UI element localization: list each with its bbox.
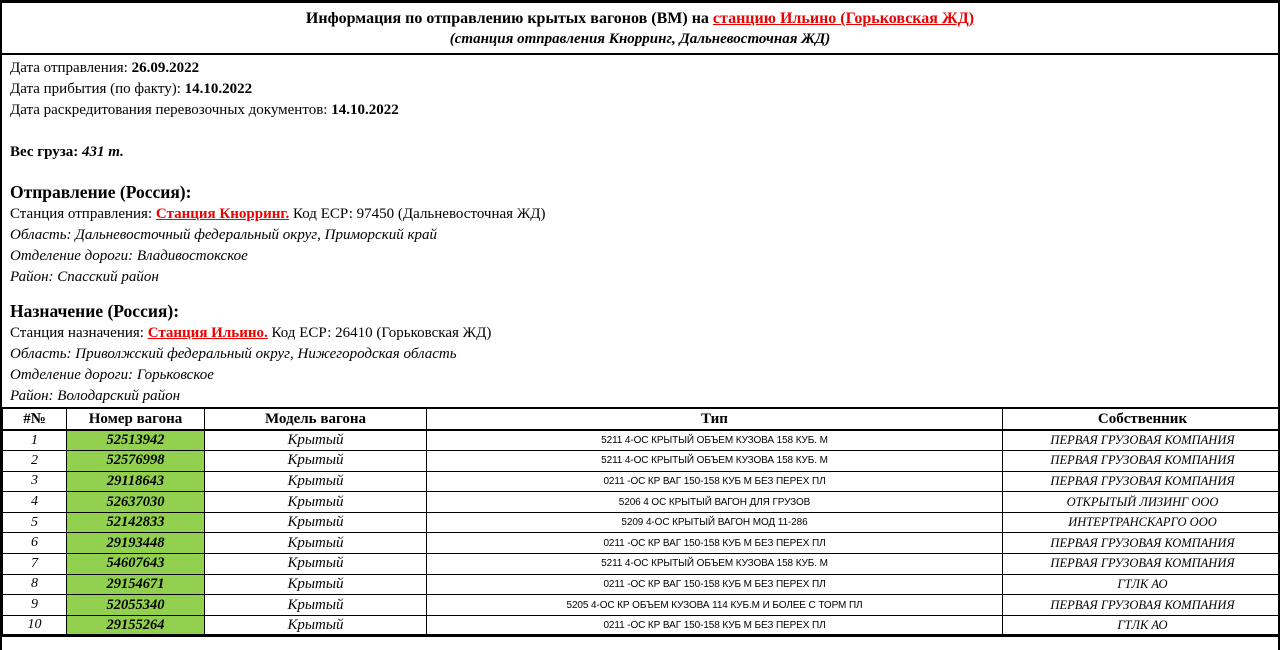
table-row [3,533,1280,554]
wagon-table-body [3,430,1280,636]
arrival-date-row [10,79,1270,100]
row-number-cell: 7 [3,554,67,575]
release-date-row [10,100,1270,121]
wagon-model-cell: Крытый [205,430,427,451]
wagon-number-cell: 29154671 [67,574,205,595]
table-row [3,512,1280,533]
destination-district: Район: Володарский район [10,388,181,404]
column-header-type: Тип [427,408,1003,430]
spacer [10,288,1270,300]
row-number-cell: 3 [3,471,67,492]
table-row [3,615,1280,636]
table-row [3,451,1280,472]
arrival-date-value: 14.10.2022 [184,81,253,97]
wagon-type-cell: 0211 -ОС КР ВАГ 150-158 КУБ М БЕЗ ПЕРЕХ ПЛ [427,615,1003,636]
row-number-cell: 2 [3,451,67,472]
arrival-date-label: Дата прибытия (по факту): [10,81,185,97]
cargo-weight-label: Вес груза: [10,144,82,160]
cargo-weight-value: 431 т. [81,144,124,160]
wagon-number-cell: 52142833 [67,512,205,533]
wagon-model-cell: Крытый [205,492,427,513]
release-date-label: Дата раскредитования перевозочных документов: [10,102,332,118]
wagon-type-cell: 5211 4-ОС КРЫТЫЙ ОБЪЕМ КУЗОВА 158 КУБ. М [427,451,1003,472]
departure-date-label: Дата отправления: [10,60,132,76]
destination-station-link[interactable]: Станция Ильино. [147,325,268,341]
wagon-model-cell: Крытый [205,451,427,472]
wagon-owner-cell: ИНТЕРТРАНСКАРГО ООО [1003,512,1280,533]
origin-station-code: Код ЕСР: 97450 (Дальневосточная ЖД) [289,206,546,222]
origin-station-label: Станция отправления: [10,206,156,222]
wagon-type-cell: 0211 -ОС КР ВАГ 150-158 КУБ М БЕЗ ПЕРЕХ ПЛ [427,574,1003,595]
wagon-number-cell: 54607643 [67,554,205,575]
wagon-model-cell: Крытый [205,595,427,616]
wagon-table [2,407,1280,637]
wagon-number-cell: 52637030 [67,492,205,513]
wagon-table-head [3,408,1280,430]
column-header-owner: Собственник [1003,408,1280,430]
release-date-value: 14.10.2022 [331,102,399,118]
wagon-number-cell: 29193448 [67,533,205,554]
destination-division: Отделение дороги: Горьковское [10,367,214,383]
table-row [3,471,1280,492]
wagon-owner-cell: ПЕРВАЯ ГРУЗОВАЯ КОМПАНИЯ [1003,554,1280,575]
column-header-wagon-model: Модель вагона [205,408,427,430]
wagon-model-cell: Крытый [205,615,427,636]
table-row [3,492,1280,513]
info-section [2,55,1278,407]
page-title [2,8,1278,29]
wagon-number-cell: 29155264 [67,615,205,636]
wagon-owner-cell: ОТКРЫТЫЙ ЛИЗИНГ ООО [1003,492,1280,513]
departure-date-row [10,58,1270,79]
table-row [3,554,1280,575]
wagon-type-cell: 5209 4-ОС КРЫТЫЙ ВАГОН МОД 11-286 [427,512,1003,533]
wagon-owner-cell: ПЕРВАЯ ГРУЗОВАЯ КОМПАНИЯ [1003,471,1280,492]
row-number-cell: 10 [3,615,67,636]
destination-region: Область: Приволжский федеральный округ, Нижегородская область [10,346,457,362]
wagon-model-cell: Крытый [205,512,427,533]
row-number-cell: 6 [3,533,67,554]
wagon-type-cell: 5211 4-ОС КРЫТЫЙ ОБЪЕМ КУЗОВА 158 КУБ. М [427,554,1003,575]
row-number-cell: 4 [3,492,67,513]
origin-district: Район: Спасский район [10,269,159,285]
header-row [3,408,1280,430]
wagon-model-cell: Крытый [205,554,427,575]
wagon-number-cell: 52576998 [67,451,205,472]
page-title-text: Информация по отправлению крытых вагонов (ВМ) на [305,10,713,27]
wagon-type-cell: 0211 -ОС КР ВАГ 150-158 КУБ М БЕЗ ПЕРЕХ ПЛ [427,533,1003,554]
wagon-model-cell: Крытый [205,471,427,492]
wagon-number-cell: 29118643 [67,471,205,492]
destination-station-row [10,323,1270,344]
wagon-type-cell: 5206 4 ОС КРЫТЫЙ ВАГОН ДЛЯ ГРУЗОВ [427,492,1003,513]
title-destination-link[interactable]: станцию Ильино (Горьковская ЖД) [712,10,975,27]
row-number-cell: 1 [3,430,67,451]
destination-heading: Назначение (Россия): [10,301,180,321]
wagon-model-cell: Крытый [205,533,427,554]
wagon-model-cell: Крытый [205,574,427,595]
origin-station-row [10,204,1270,225]
wagon-owner-cell: ГТЛК АО [1003,574,1280,595]
destination-station-code: Код ЕСР: 26410 (Горьковская ЖД) [267,325,492,341]
page-subtitle: (станция отправления Кнорринг, Дальневосточная ЖД) [449,31,831,47]
wagon-number-cell: 52055340 [67,595,205,616]
destination-station-label: Станция назначения: [10,325,148,341]
origin-station-link[interactable]: Станция Кнорринг. [155,206,290,222]
cargo-weight-row [10,142,1270,163]
wagon-type-cell: 5205 4-ОС КР ОБЪЕМ КУЗОВА 114 КУБ.М И БОЛЕЕ С ТОРМ ПЛ [427,595,1003,616]
origin-heading: Отправление (Россия): [10,182,192,202]
column-header-wagon-number: Номер вагона [67,408,205,430]
table-row [3,574,1280,595]
spacer [10,163,1270,181]
departure-date-value: 26.09.2022 [131,60,200,76]
column-header-index: #№ [3,408,67,430]
table-row [3,430,1280,451]
row-number-cell: 5 [3,512,67,533]
wagon-owner-cell: ПЕРВАЯ ГРУЗОВАЯ КОМПАНИЯ [1003,595,1280,616]
wagon-type-cell: 5211 4-ОС КРЫТЫЙ ОБЪЕМ КУЗОВА 158 КУБ. М [427,430,1003,451]
wagon-type-cell: 0211 -ОС КР ВАГ 150-158 КУБ М БЕЗ ПЕРЕХ ПЛ [427,471,1003,492]
row-number-cell: 9 [3,595,67,616]
spacer [10,121,1270,142]
title-block [2,3,1278,55]
wagon-owner-cell: ПЕРВАЯ ГРУЗОВАЯ КОМПАНИЯ [1003,451,1280,472]
origin-division: Отделение дороги: Владивостокское [10,248,248,264]
wagon-owner-cell: ГТЛК АО [1003,615,1280,636]
row-number-cell: 8 [3,574,67,595]
wagon-number-cell: 52513942 [67,430,205,451]
table-row [3,595,1280,616]
origin-region: Область: Дальневосточный федеральный округ, Приморский край [10,227,437,243]
wagon-owner-cell: ПЕРВАЯ ГРУЗОВАЯ КОМПАНИЯ [1003,533,1280,554]
wagon-owner-cell: ПЕРВАЯ ГРУЗОВАЯ КОМПАНИЯ [1003,430,1280,451]
